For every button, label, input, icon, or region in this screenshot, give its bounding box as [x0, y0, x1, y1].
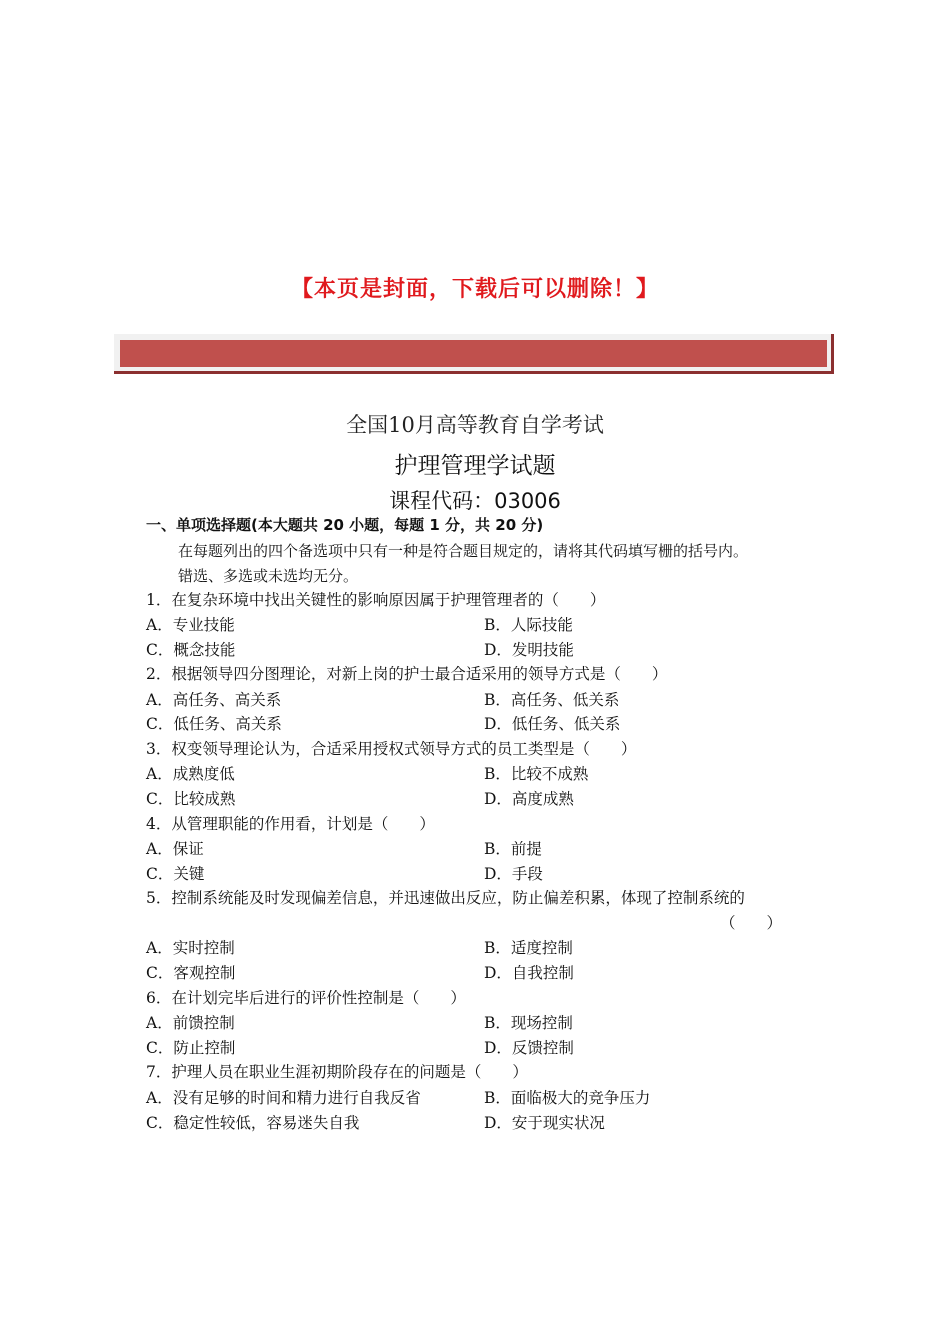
option-c: C．比较成熟 — [146, 790, 236, 808]
question-stem: 5．控制系统能及时发现偏差信息，并迅速做出反应，防止偏差积累，体现了控制系统的 — [146, 889, 745, 907]
option-d: D．安于现实状况 — [484, 1114, 605, 1132]
section-heading: 一、单项选择题(本大题共 20 小题，每题 1 分，共 20 分) — [146, 516, 544, 534]
option-a: A．实时控制 — [146, 939, 235, 957]
option-c: C．客观控制 — [146, 964, 236, 982]
option-a: A．前馈控制 — [146, 1014, 235, 1032]
course-code: 课程代码：03006 — [389, 489, 561, 513]
option-a: A．保证 — [146, 840, 204, 858]
option-b: B．现场控制 — [484, 1014, 573, 1032]
option-b: B．人际技能 — [484, 616, 573, 634]
option-b: B．前提 — [484, 840, 542, 858]
question-stem: 7．护理人员在职业生涯初期阶段存在的问题是（ ） — [146, 1063, 528, 1081]
option-d: D．低任务、低关系 — [484, 715, 621, 733]
option-d: D．反馈控制 — [484, 1039, 574, 1057]
option-c: C．稳定性较低，容易迷失自我 — [146, 1114, 360, 1132]
option-d: D．发明技能 — [484, 641, 574, 659]
option-a: A．高任务、高关系 — [146, 691, 282, 709]
option-b: B．比较不成熟 — [484, 765, 589, 783]
option-a: A．没有足够的时间和精力进行自我反省 — [146, 1089, 421, 1107]
option-c: C．防止控制 — [146, 1039, 236, 1057]
option-b: B．面临极大的竞争压力 — [484, 1089, 651, 1107]
section-instruction: 错选、多选或未选均无分。 — [178, 567, 359, 585]
section-instruction: 在每题列出的四个备选项中只有一种是符合题目规定的，请将其代码填写栅的括号内。 — [178, 542, 749, 560]
option-b: B．高任务、低关系 — [484, 691, 620, 709]
option-c: C．概念技能 — [146, 641, 236, 659]
question-stem: 1．在复杂环境中找出关键性的影响原因属于护理管理者的（ ） — [146, 591, 606, 609]
cover-note: 【本页是封面，下载后可以删除！】 — [290, 277, 659, 302]
exam-title: 全国10月高等教育自学考试 — [346, 413, 604, 437]
option-c: C．关键 — [146, 865, 205, 883]
option-d: D．自我控制 — [484, 964, 574, 982]
subject-title: 护理管理学试题 — [394, 453, 556, 479]
option-a: A．专业技能 — [146, 616, 235, 634]
answer-parentheses: （ ） — [720, 914, 783, 932]
decorative-banner — [114, 334, 834, 374]
option-c: C．低任务、高关系 — [146, 715, 282, 733]
question-stem: 4．从管理职能的作用看，计划是（ ） — [146, 815, 435, 833]
question-stem: 3．权变领导理论认为，合适采用授权式领导方式的员工类型是（ ） — [146, 740, 637, 758]
option-b: B．适度控制 — [484, 939, 573, 957]
option-d: D．手段 — [484, 865, 543, 883]
option-a: A．成熟度低 — [146, 765, 235, 783]
question-stem: 2．根据领导四分图理论，对新上岗的护士最合适采用的领导方式是（ ） — [146, 665, 668, 683]
option-d: D．高度成熟 — [484, 790, 574, 808]
banner-bar — [120, 340, 827, 367]
question-stem: 6．在计划完毕后进行的评价性控制是（ ） — [146, 989, 466, 1007]
